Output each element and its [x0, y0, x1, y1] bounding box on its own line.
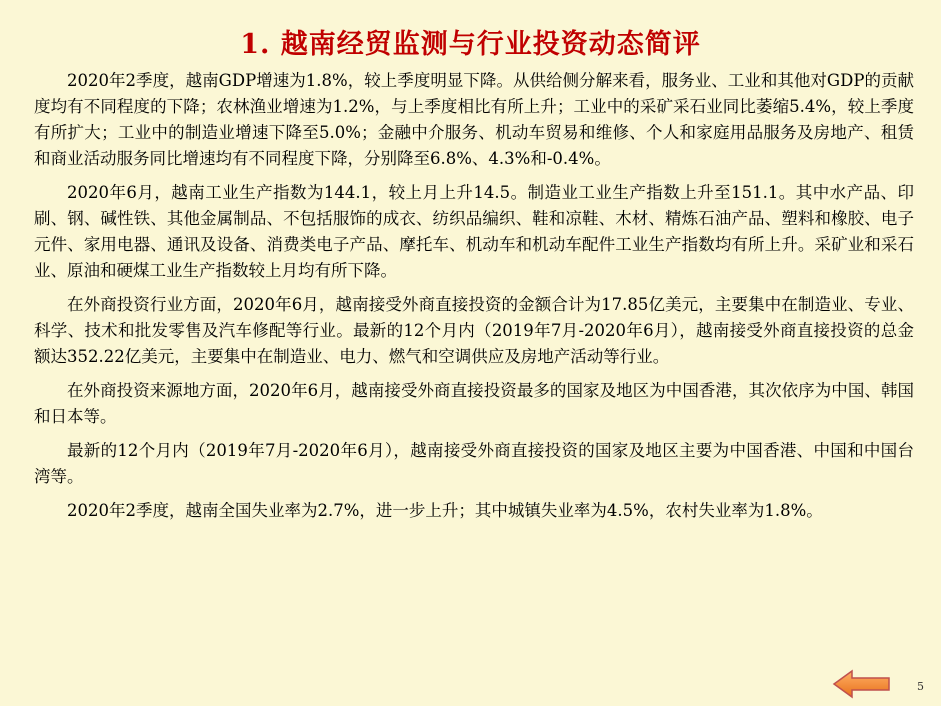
slide-body [34, 68, 914, 532]
paragraph-gdp: 2020年2季度，越南GDP增速为1.8%，较上季度明显下降。从供给侧分解来看，服务业、工业和其他对GDP的贡献度均有不同程度的下降；农林渔业增速为1.2%，与上季度相比有所上升；工业中的采矿采石业同比萎缩5.4%，较上季度有所扩大；工业中的制造业增速下降至5.0%；金融中介服务、机动车贸易和维修、个人和家庭用品服务及房地产、租赁和商业活动服务同比增速均有不同程度下降，分别降至6.8%、4.3%和-0.4%。 [34, 71, 914, 168]
paragraph-fdi-12-months: 最新的12个月内（2019年7月-2020年6月），越南接受外商直接投资的国家及地区主要为中国香港、中国和中国台湾等。 [34, 441, 914, 486]
left-arrow-icon [832, 669, 892, 699]
page-number: 5 [917, 680, 924, 693]
slide-title: 1. 越南经贸监测与行业投资动态简评 [240, 29, 701, 60]
back-arrow-button[interactable] [832, 669, 892, 699]
paragraph-unemployment: 2020年2季度，越南全国失业率为2.7%，进一步上升；其中城镇失业率为4.5%，农村失业率为1.8%。 [67, 501, 823, 520]
paragraph-industrial-production: 2020年6月，越南工业生产指数为144.1，较上月上升14.5。制造业工业生产指数上升至151.1。其中水产品、印刷、钢、碱性铁、其他金属制品、不包括服饰的成衣、纺织品编织、鞋和凉鞋、木材、精炼石油产品、塑料和橡胶、电子元件、家用电器、通讯及设备、消费类电子产品、摩托车、机动车和机动车配件工业生产指数均有所上升。采矿业和采石业、原油和硬煤工业生产指数较上月均有所下降。 [34, 183, 914, 280]
paragraph-fdi-sources: 在外商投资来源地方面，2020年6月，越南接受外商直接投资最多的国家及地区为中国香港，其次依序为中国、韩国和日本等。 [34, 381, 914, 426]
paragraph-fdi-industries: 在外商投资行业方面，2020年6月，越南接受外商直接投资的金额合计为17.85亿美元，主要集中在制造业、专业、科学、技术和批发零售及汽车修配等行业。最新的12个月内（2019年7月-2020年6月），越南接受外商直接投资的总金额达352.22亿美元，主要集中在制造业、电力、燃气和空调供应及房地产活动等行业。 [34, 295, 914, 366]
